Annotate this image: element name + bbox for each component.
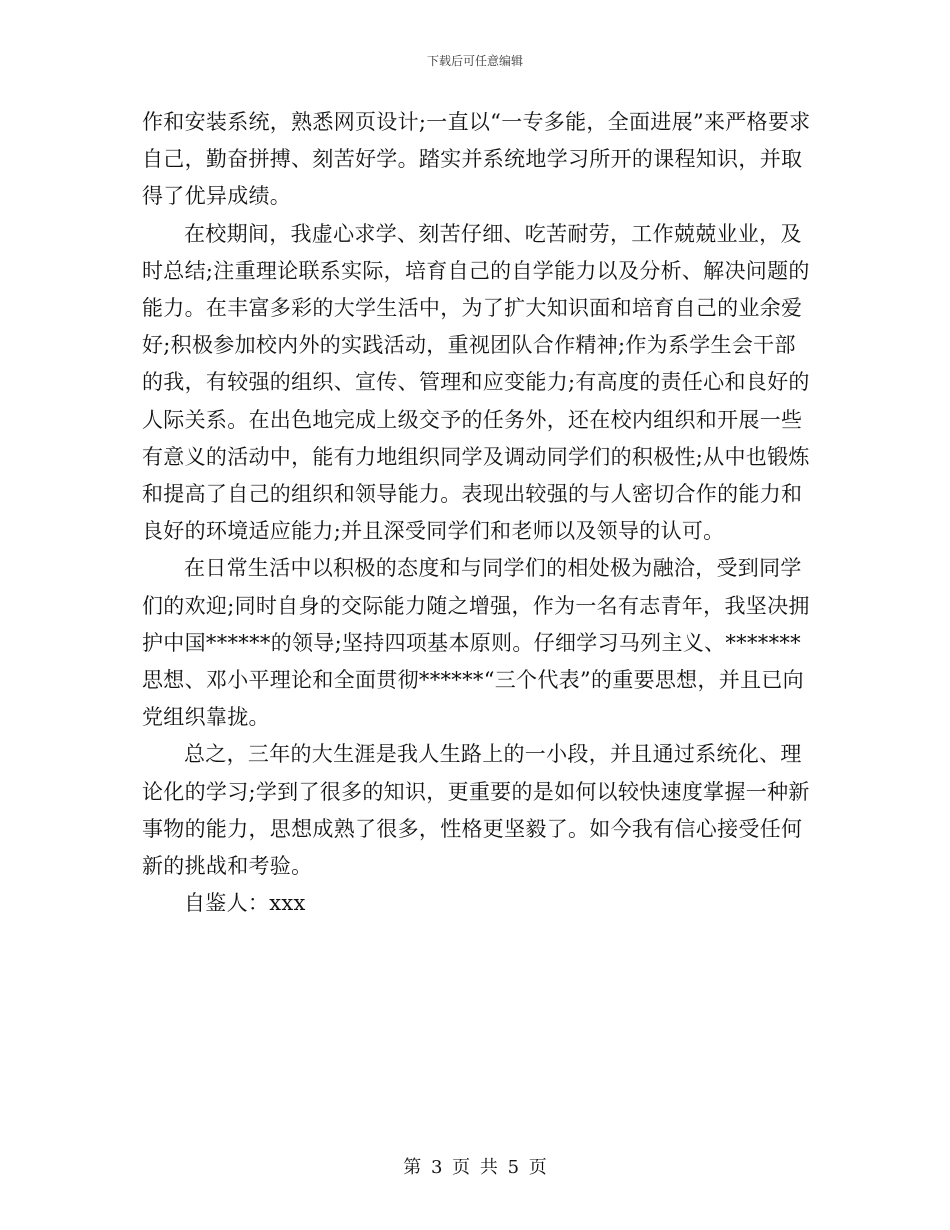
signature-line: 自鉴人：xxx xyxy=(184,891,306,916)
paragraph-summary: 总之，三年的大生涯是我人生路上的一小段，并且通过系统化、理论化的学习;学到了很多的知识，更重要的是如何以较快速度掌握一种新事物的能力，思想成熟了很多，性格更坚毅了。如今我有信心接受任何新的挑战和考验。 xyxy=(142,742,810,879)
paragraph-daily-life: 在日常生活中以积极的态度和与同学们的相处极为融洽，受到同学们的欢迎;同时自身的交际能力随之增强，作为一名有志青年，我坚决拥护中国******的领导;坚持四项基本原则。仔细学习马列主义、*******思想、邓小平理论和全面贯彻******“三个代表”的重要思想，并且已向党组织靠拢。 xyxy=(142,556,810,730)
paragraph-school-period: 在校期间，我虚心求学、刻苦仔细、吃苦耐劳，工作兢兢业业，及时总结;注重理论联系实际，培育自己的自学能力以及分析、解决问题的能力。在丰富多彩的大学生活中，为了扩大知识面和培育自己的业余爱好;积极参加校内外的实践活动，重视团队合作精神;作为系学生会干部的我，有较强的组织、宣传、管理和应变能力;有高度的责任心和良好的人际关系。在出色地完成上级交予的任务外，还在校内组织和开展一些有意义的活动中，能有力地组织同学及调动同学们的积极性;从中也锻炼和提高了自己的组织和领导能力。表现出较强的与人密切合作的能力和良好的环境适应能力;并且深受同学们和老师以及领导的认可。 xyxy=(142,221,810,544)
page-number: 第 3 页 共 5 页 xyxy=(403,1157,547,1178)
page-header: 下载后可任意编辑 xyxy=(426,54,523,68)
document-body xyxy=(142,104,812,922)
paragraph-continued: 作和安装系统，熟悉网页设计;一直以“一专多能，全面进展”来严格要求自己，勤奋拼搏、刻苦好学。踏实并系统地学习所开的课程知识，并取得了优异成绩。 xyxy=(142,110,811,209)
